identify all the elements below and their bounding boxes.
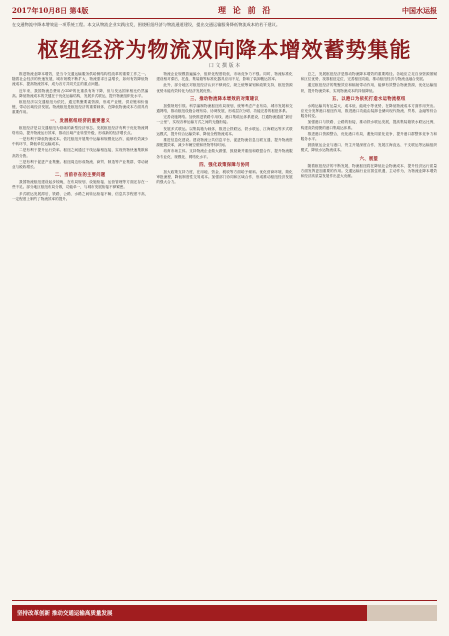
headline: 枢纽经济为物流双向降本增效蓄势集能 — [37, 38, 412, 62]
paragraph: 通过枢纽经济的集聚效应和辐射带动作用，能够有效整合物流资源，优化运输组织，提升物流效率，实现物流成本的持续降低。 — [300, 83, 437, 93]
paragraph: 完善设施网络。加快推进铁路专用线、港口集疏运体系建设，打通物流通道“最后一公里”，实现各种运输方式之间的无缝衔接。 — [156, 115, 293, 125]
paragraph: 多式联运发展滞后，铁路、公路、水路之间转运衔接不畅，信息共享程度不高，一定程度上制约了物流效率的提升。 — [12, 191, 149, 201]
byline: 口 文 撰 版 本 — [208, 63, 241, 69]
paragraph: 三是有利于促进产业集聚。枢纽周边形成物流、商贸、制造等产业集群，带动就业与税收增长。 — [12, 159, 149, 170]
section-heading: 三、推动物流降本增效的对策建议 — [190, 96, 259, 102]
paragraph: 发展多式联运。以集装箱为载体，推进公铁联运、铁水联运、江海联运等多式联运模式，提升综合运输效率，降低全程物流成本。 — [156, 126, 293, 136]
paragraph: 枢纽经济是以交通枢纽为基础的新型经济形态。发展枢纽经济有利于优化物流网络布局，提升物流运行效率，推动区域产业转型升级，形成新的经济增长点。 — [12, 125, 149, 135]
footer-slogan: 坚持改革创新 推动交通运输高质量发展 — [12, 605, 367, 621]
footer-banner — [12, 603, 437, 623]
top-rule — [12, 18, 437, 19]
paragraph: 二是有利于提升运行效率。枢纽之间通过干线运输相连接，实现货物快速集散和高效分拨。 — [12, 148, 149, 158]
bottom-rule — [12, 600, 437, 601]
paragraph: 推进港口资源整合，优化港口布局，避免同质化竞争，提升港口群整体竞争力和服务水平。 — [300, 131, 437, 142]
paragraph: 培育市场主体。支持物流企业做大做强，鼓励兼并重组和联盟合作，提升物流服务专业化、规模化、网络化水平。 — [156, 149, 293, 159]
paragraph: 加大政策支持力度，在用地、资金、税收等方面给予倾斜。优化营商环境，简化审批流程，降低制度性交易成本。加强部门协同和区域合作，形成推动枢纽经济发展的强大合力。 — [156, 169, 293, 185]
paper-name: 中国水运报 — [401, 5, 437, 15]
section-heading: 一、发展枢纽经济的重要意义 — [50, 118, 111, 124]
paragraph: 总之，发展枢纽经济是推动物流降本增效的重要路径。各地应立足自身资源禀赋和区位优势，找准枢纽定位，完善枢纽功能，推动枢纽经济与物流业融合发展。 — [300, 72, 437, 82]
article-body — [12, 72, 437, 596]
intro-text: 在交通物流中降本增效是一项系统工程。本文从物流企业实践出发，围绕枢纽经济与物流通道建设，提出交通运输服务降低物流成本的若干建议。 — [12, 22, 281, 27]
paragraph: 枢纽经济以交通枢纽为依托，通过集聚要素资源，形成产业链、供应链和价值链，带动区域经济发展。物流枢纽是枢纽经济的重要载体，在降低物流成本方面具有重要作用。 — [12, 100, 149, 115]
paragraph: 推进信息化建设。建设物流公共信息平台，促进物流信息互联互通，提升物流资源配置效率，减少车辆空驶和货物等待时间。 — [156, 138, 293, 148]
section-heading: 五、以港口为依托打造水运物流枢纽 — [332, 96, 406, 102]
paragraph: 推进物流业降本增效，是当今交通运输服务供给侧结构性改革的重要工作之一。随着社会经济的快速发展，城市规模不断扩大，物流需求日益增长，如何有效降低物流成本、提高物流效率，成为各方共同关注的重点问题。 — [12, 72, 149, 87]
paragraph: 水路运输具有运量大、成本低、能耗小等优势，在降低物流成本方面作用突出。应充分发挥港口枢纽作用，推进港口功能由装卸仓储向现代物流、贸易、金融等综合服务转变。 — [300, 103, 437, 119]
section-heading: 二、当前存在的主要问题 — [54, 173, 106, 179]
paragraph: 随着枢纽经济的不断发展，物流枢纽将在降低社会物流成本、提升经济运行质量方面发挥更加重要的作用。交通运输行业应抓住机遇，主动作为，为物流业降本增效和经济高质量发展作出更大贡献。 — [300, 163, 437, 179]
paragraph: 加强规划引领。科学编制物流枢纽布局规划，统筹考虑产业布局、城市发展和交通网络，推动枢纽设施合理布局、协调发展，形成层次分明、功能完善的枢纽体系。 — [156, 103, 293, 114]
section-heading: 四、强化政策保障与协同 — [199, 162, 250, 168]
issue-date: 2017年10月8日 第4版 — [12, 5, 89, 15]
article-column-3 — [301, 72, 437, 596]
section-title: 理 论 前 沿 — [218, 5, 273, 15]
masthead — [12, 4, 437, 17]
paragraph: 物流企业规模普遍偏小，组织化程度较低，市场竞争力不强。同时，物流标准化建设相对滞后，托盘、集装箱等标准化器具应用不足，影响了装卸搬运效率。 — [156, 72, 293, 82]
paragraph: 此外，部分地区对枢纽经济认识不够到位，缺乏统筹谋划和政策支持，枢纽资源优势未能有效转化为经济发展优势。 — [156, 83, 293, 93]
paragraph: 一是有利于降低物流成本。依托枢纽开展集中运输和规模化运作，能够有效减少中转环节，降低单位运输成本。 — [12, 137, 149, 147]
article-column-1 — [12, 72, 148, 596]
paragraph: 近年来，我国物流总费用占GDP的比重虽有所下降，但与发达国家相比仍然偏高。降低物流成本的关键在于优化运输结构，发展多式联运，提升物流组织化水平。 — [12, 88, 149, 98]
paragraph: 鼓励航运企业与港口、货主开展深度合作，发展江海直达、干支联运等运输组织模式，降低水运物流成本。 — [300, 143, 437, 153]
paragraph: 我国物流枢纽建设起步较晚，在布局规划、设施衔接、运营管理等方面还存在一些不足。部分地区枢纽布局分散，功能单一，与城市发展衔接不够紧密。 — [12, 180, 149, 190]
footer-ornament — [367, 605, 437, 621]
paragraph: 加强港口与铁路、公路的衔接，推动铁水联运发展，提高集装箱铁水联运比例，构建高效便捷的港口集疏运体系。 — [300, 120, 437, 130]
article-column-2 — [156, 72, 292, 596]
section-heading: 六、展望 — [359, 156, 379, 162]
